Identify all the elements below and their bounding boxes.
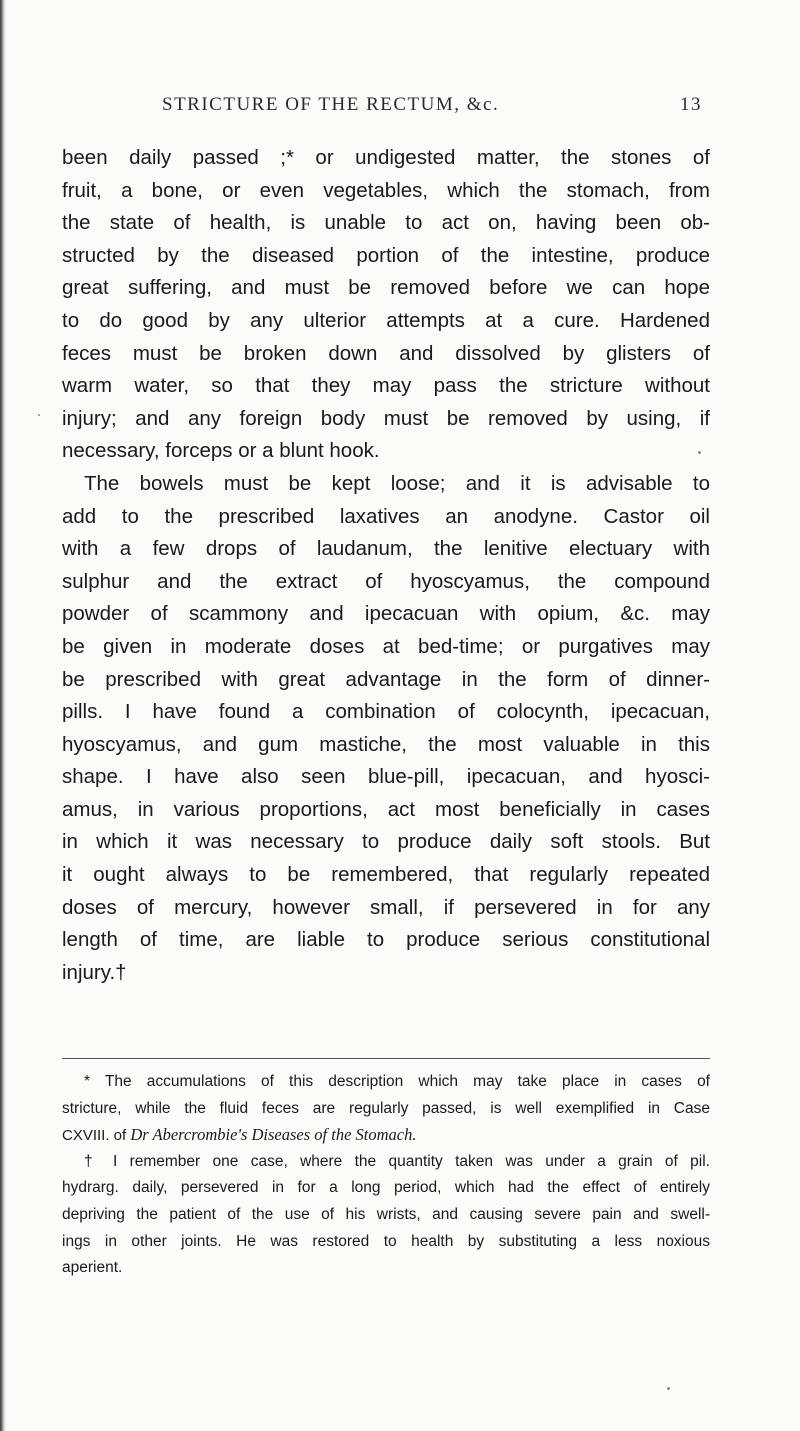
footnote-1-line: * The accumulations of this description which may take place in cases of [84, 1073, 710, 1090]
body-line: pills. I have found a combination of colocynth, ipecacuan, [62, 700, 710, 724]
running-head-title: STRICTURE OF THE RECTUM, &c. [162, 94, 500, 115]
body-line: with a few drops of laudanum, the lenitive electuary with [62, 537, 710, 561]
footnote-2-line: ings in other joints. He was restored to health by substituting a less noxious [62, 1232, 710, 1250]
body-line: feces must be broken down and dissolved by glisters of [62, 341, 710, 365]
body-line: shape. I have also seen blue-pill, ipecacuan, and hyosci- [62, 765, 710, 789]
body-line: powder of scammony and ipecacuan with opium, &c. may [62, 602, 710, 626]
body-line: injury; and any foreign body must be removed by using, if [62, 406, 710, 430]
paper-speck [698, 451, 701, 454]
body-line: it ought always to be remembered, that regularly repeated [62, 863, 710, 887]
body-line: the state of health, is unable to act on, having been ob- [62, 211, 710, 235]
body-line: doses of mercury, however small, if persevered in for any [62, 895, 710, 919]
body-line: length of time, are liable to produce serious constitutional [62, 928, 710, 952]
paper-speck [38, 414, 40, 416]
body-line: to do good by any ulterior attempts at a cure. Hardened [62, 308, 710, 332]
body-line: The bowels must be kept loose; and it is advisable to [84, 471, 710, 495]
body-line: structed by the diseased portion of the intestine, produce [62, 243, 710, 267]
body-line: amus, in various proportions, act most beneficially in cases [62, 797, 710, 821]
footnote-divider [62, 1058, 710, 1059]
footnote-2-line: depriving the patient of the use of his wrists, and causing severe pain and swell- [62, 1205, 710, 1223]
body-line: great suffering, and must be removed before we can hope [62, 276, 710, 300]
footnote-1-line: stricture, while the fluid feces are regularly passed, is well exemplified in Case [62, 1099, 710, 1117]
body-line: injury.† [62, 960, 127, 984]
running-head [162, 94, 702, 120]
body-line: necessary, forceps or a blunt hook. [62, 439, 380, 463]
body-text [62, 142, 710, 989]
body-line: warm water, so that they may pass the stricture without [62, 374, 710, 398]
body-line: be given in moderate doses at bed-time; or purgatives may [62, 634, 710, 658]
body-line: be prescribed with great advantage in the form of dinner- [62, 667, 710, 691]
body-line: been daily passed ;* or undigested matter, the stones of [62, 146, 710, 169]
footnote-1-case-ref: CXVIII. of [62, 1127, 131, 1145]
footnote-2-line: † I remember one case, where the quantity taken was under a grain of pil. [84, 1152, 710, 1170]
body-line: add to the prescribed laxatives an anodyne. Castor oil [62, 504, 710, 528]
page-binding-edge [0, 0, 6, 1431]
footnote-2-line: hydrarg. daily, persevered in for a long period, which had the effect of entirely [62, 1179, 710, 1197]
body-line: fruit, a bone, or even vegetables, which the stomach, from [62, 178, 710, 202]
body-line: hyoscyamus, and gum mastiche, the most valuable in this [62, 732, 710, 756]
footnote-1-book-title: Dr Abercrombie's Diseases of the Stomach. [130, 1125, 417, 1145]
page-number: 13 [680, 94, 702, 115]
body-line: sulphur and the extract of hyoscyamus, the compound [62, 569, 710, 593]
footnotes [62, 1069, 710, 1282]
body-line: in which it was necessary to produce daily soft stools. But [62, 830, 710, 854]
footnote-1-citation [62, 1122, 710, 1149]
footnote-2-line: aperient. [62, 1259, 123, 1277]
paper-speck [667, 1387, 670, 1390]
